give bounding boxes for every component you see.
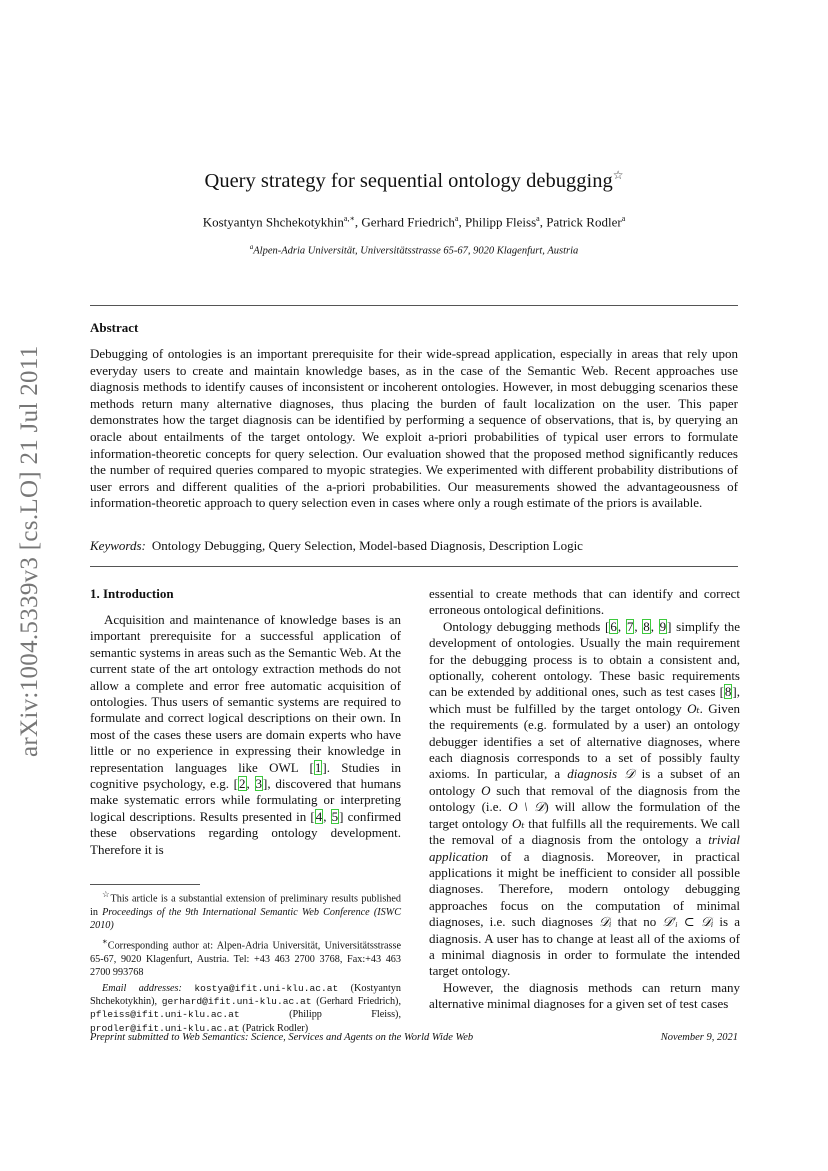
footnote-star: ☆This article is a substantial extension of preliminary results published in Proceedings of the 9th International Semantic Web Conference (ISWC 2010): [90, 889, 401, 931]
author: Philipp Fleiss: [464, 214, 537, 230]
math-subset: 𝒟′ᵢ ⊂ 𝒟ᵢ: [662, 914, 714, 930]
math-di: 𝒟ᵢ: [599, 914, 612, 930]
intro-paragraph: Acquisition and maintenance of knowledge bases is an important prerequisite for a successful application of semantic systems in areas such as the Semantic Web. At the current state of the art ontology extraction methods do not allow a complete and error free automatic acquisition of ontologies. Thus users of semantic systems are required to formulate and correct logical descriptions on their own. In most of the cases these users are domain experts who have little or no experience in expressing their knowledge in representation languages like OWL [1]. Studies in cognitive psychology, e.g. [2, 3], discovered that humans make systematic errors while formulating or interpreting logical descriptions. Results presented in [4, 5] confirmed these observations regarding ontology development. Therefore it is: [90, 612, 402, 857]
keywords-label: Keywords:: [90, 538, 146, 553]
footnote-corresponding: ∗Corresponding author at: Alpen-Adria Universität, Universitätsstrasse 65-67, 9020 Klagenfurt, Austria. Tel: +43 463 2700 3768, Fax:+43 463 2700 993768: [90, 936, 401, 978]
citation-link[interactable]: 6: [610, 618, 617, 634]
citation-link[interactable]: 1: [314, 759, 322, 775]
arxiv-identifier: arXiv:1004.5339v3 [cs.LO] 21 Jul 2011: [16, 345, 43, 757]
math-ot: Oₜ: [687, 700, 700, 716]
title-footnote-mark: ☆: [612, 168, 624, 182]
citation-link[interactable]: 8: [724, 684, 732, 700]
citation-link[interactable]: 5: [331, 808, 339, 824]
right-column: [429, 586, 740, 1013]
citation-link[interactable]: 4: [315, 808, 323, 824]
keywords: [90, 538, 738, 554]
diagnosis-paragraph: However, the diagnosis methods can return many alternative minimal diagnoses for a given set of test cases: [429, 979, 740, 1012]
author: Gerhard Friedrich: [361, 214, 455, 230]
math-diagnosis: 𝒟: [624, 766, 635, 782]
author: Kostyantyn Shchekotykhin: [202, 214, 344, 230]
footnote-emails: Email addresses: kostya@ifit.uni-klu.ac.at (Kostyantyn Shchekotykhin), gerhard@ifit.uni-klu.ac.at (Gerhard Friedrich), pfleiss@ifit.uni-klu.ac.at (Philipp Fleiss), prodler@ifit.uni-klu.ac.at (Patrick Rodler): [90, 983, 401, 1034]
citation-link[interactable]: 2: [239, 776, 246, 792]
section-heading: 1. Introduction: [90, 586, 174, 601]
affiliation: $^a$Alpen-Adria Universität, Universitätsstrasse 65-67, 9020 Klagenfurt, Austria: [249, 243, 579, 257]
left-column: [90, 612, 401, 858]
abstract-text: Debugging of ontologies is an important prerequisite for their wide-spread application, especially in areas that rely upon everyday users to create and maintain knowledge bases, as in the case of the Semantic Web. Recent approaches use diagnosis methods to identify causes of inconsistent or incoherent ontologies. However, in most debugging scenarios these methods return many alternative diagnoses, thus placing the burden of fault localization on the user. This paper demonstrates how the target diagnosis can be identified by performing a sequence of observations, that is, by querying an oracle about entailments of the target ontology. We exploit a-priori probabilities of typical user errors to formulate information-theoretic concepts for query selection. Our evaluation showed that the proposed method significantly reduces the number of required queries compared to myopic strategies. We experimented with different probability distributions of user errors and different qualities of the a-priori probabilities. Our measurements showed the advantageousness of information-theoretic approach to query selection even in cases where only a rough estimate of the priors is available.: [90, 346, 738, 511]
author: Patrick Rodler: [546, 214, 622, 230]
email-link[interactable]: pfleiss@ifit.uni-klu.ac.at: [90, 1009, 240, 1021]
abstract-top-rule: [90, 305, 738, 306]
footer-venue: Preprint submitted to Web Semantics: Science, Services and Agents on the World Wide Web: [90, 1032, 474, 1043]
abstract-bottom-rule: [90, 566, 738, 567]
footer-date: November 9, 2021: [660, 1032, 738, 1043]
author-list: Kostyantyn Shchekotykhin$^{a,∗}$, Gerhard Friedrich$^a$, Philipp Fleiss$^a$, Patrick Rodler$^a$: [202, 214, 626, 230]
citation-link[interactable]: 8: [643, 618, 650, 634]
citation-link[interactable]: 3: [255, 776, 262, 792]
footnotes: [90, 888, 401, 1038]
citation-link[interactable]: 7: [626, 618, 634, 634]
continued-paragraph: essential to create methods that can identify and correct erroneous ontological definitions.: [429, 586, 740, 618]
paper-title: Query strategy for sequential ontology debugging☆: [204, 168, 624, 192]
math-ot: Oₜ: [511, 815, 525, 831]
debugging-paragraph: Ontology debugging methods [6, 7, 8, 9] simplify the development of ontologies. Usually the main requirement for the debugging process is to obtain a consistent and, optionally, coherent ontology. These basic requirements can be extended by additional ones, such as test cases [8], which must be fulfilled by the target ontology Oₜ. Given the requirements (e.g. formulated by a user) an ontology debugger identifies a set of alternative diagnoses, where each diagnosis corresponds to a set of possibly faulty axioms. In particular, a diagnosis 𝒟 is a subset of an ontology O such that removal of the diagnosis from the ontology (i.e. O \ 𝒟) will allow the formulation of the target ontology Oₜ that fulfills all the requirements. We call the removal of a diagnosis from the ontology a trivial application of a diagnosis. Moreover, in practical applications it might be inefficient to consider all possible diagnoses. Therefore, modern ontology debugging approaches focus on the computation of minimal diagnoses, i.e. such diagnoses 𝒟ᵢ that no 𝒟′ᵢ ⊂ 𝒟ᵢ is a diagnosis. A user has to change at least all of the axioms of a minimal diagnosis in order to formulate the intended target ontology.: [429, 618, 741, 979]
email-link[interactable]: kostya@ifit.uni-klu.ac.at: [194, 983, 339, 994]
abstract-heading: Abstract: [90, 320, 139, 335]
math-ontology: O: [481, 782, 491, 798]
keywords-text: Ontology Debugging, Query Selection, Model-based Diagnosis, Description Logic: [151, 538, 583, 553]
math-o-minus-d: O \ 𝒟: [508, 799, 545, 815]
citation-link[interactable]: 9: [659, 618, 667, 634]
email-link[interactable]: prodler@ifit.uni-klu.ac.at: [90, 1022, 240, 1034]
footnote-rule: [90, 884, 200, 885]
email-link[interactable]: gerhard@ifit.uni-klu.ac.at: [161, 996, 312, 1008]
